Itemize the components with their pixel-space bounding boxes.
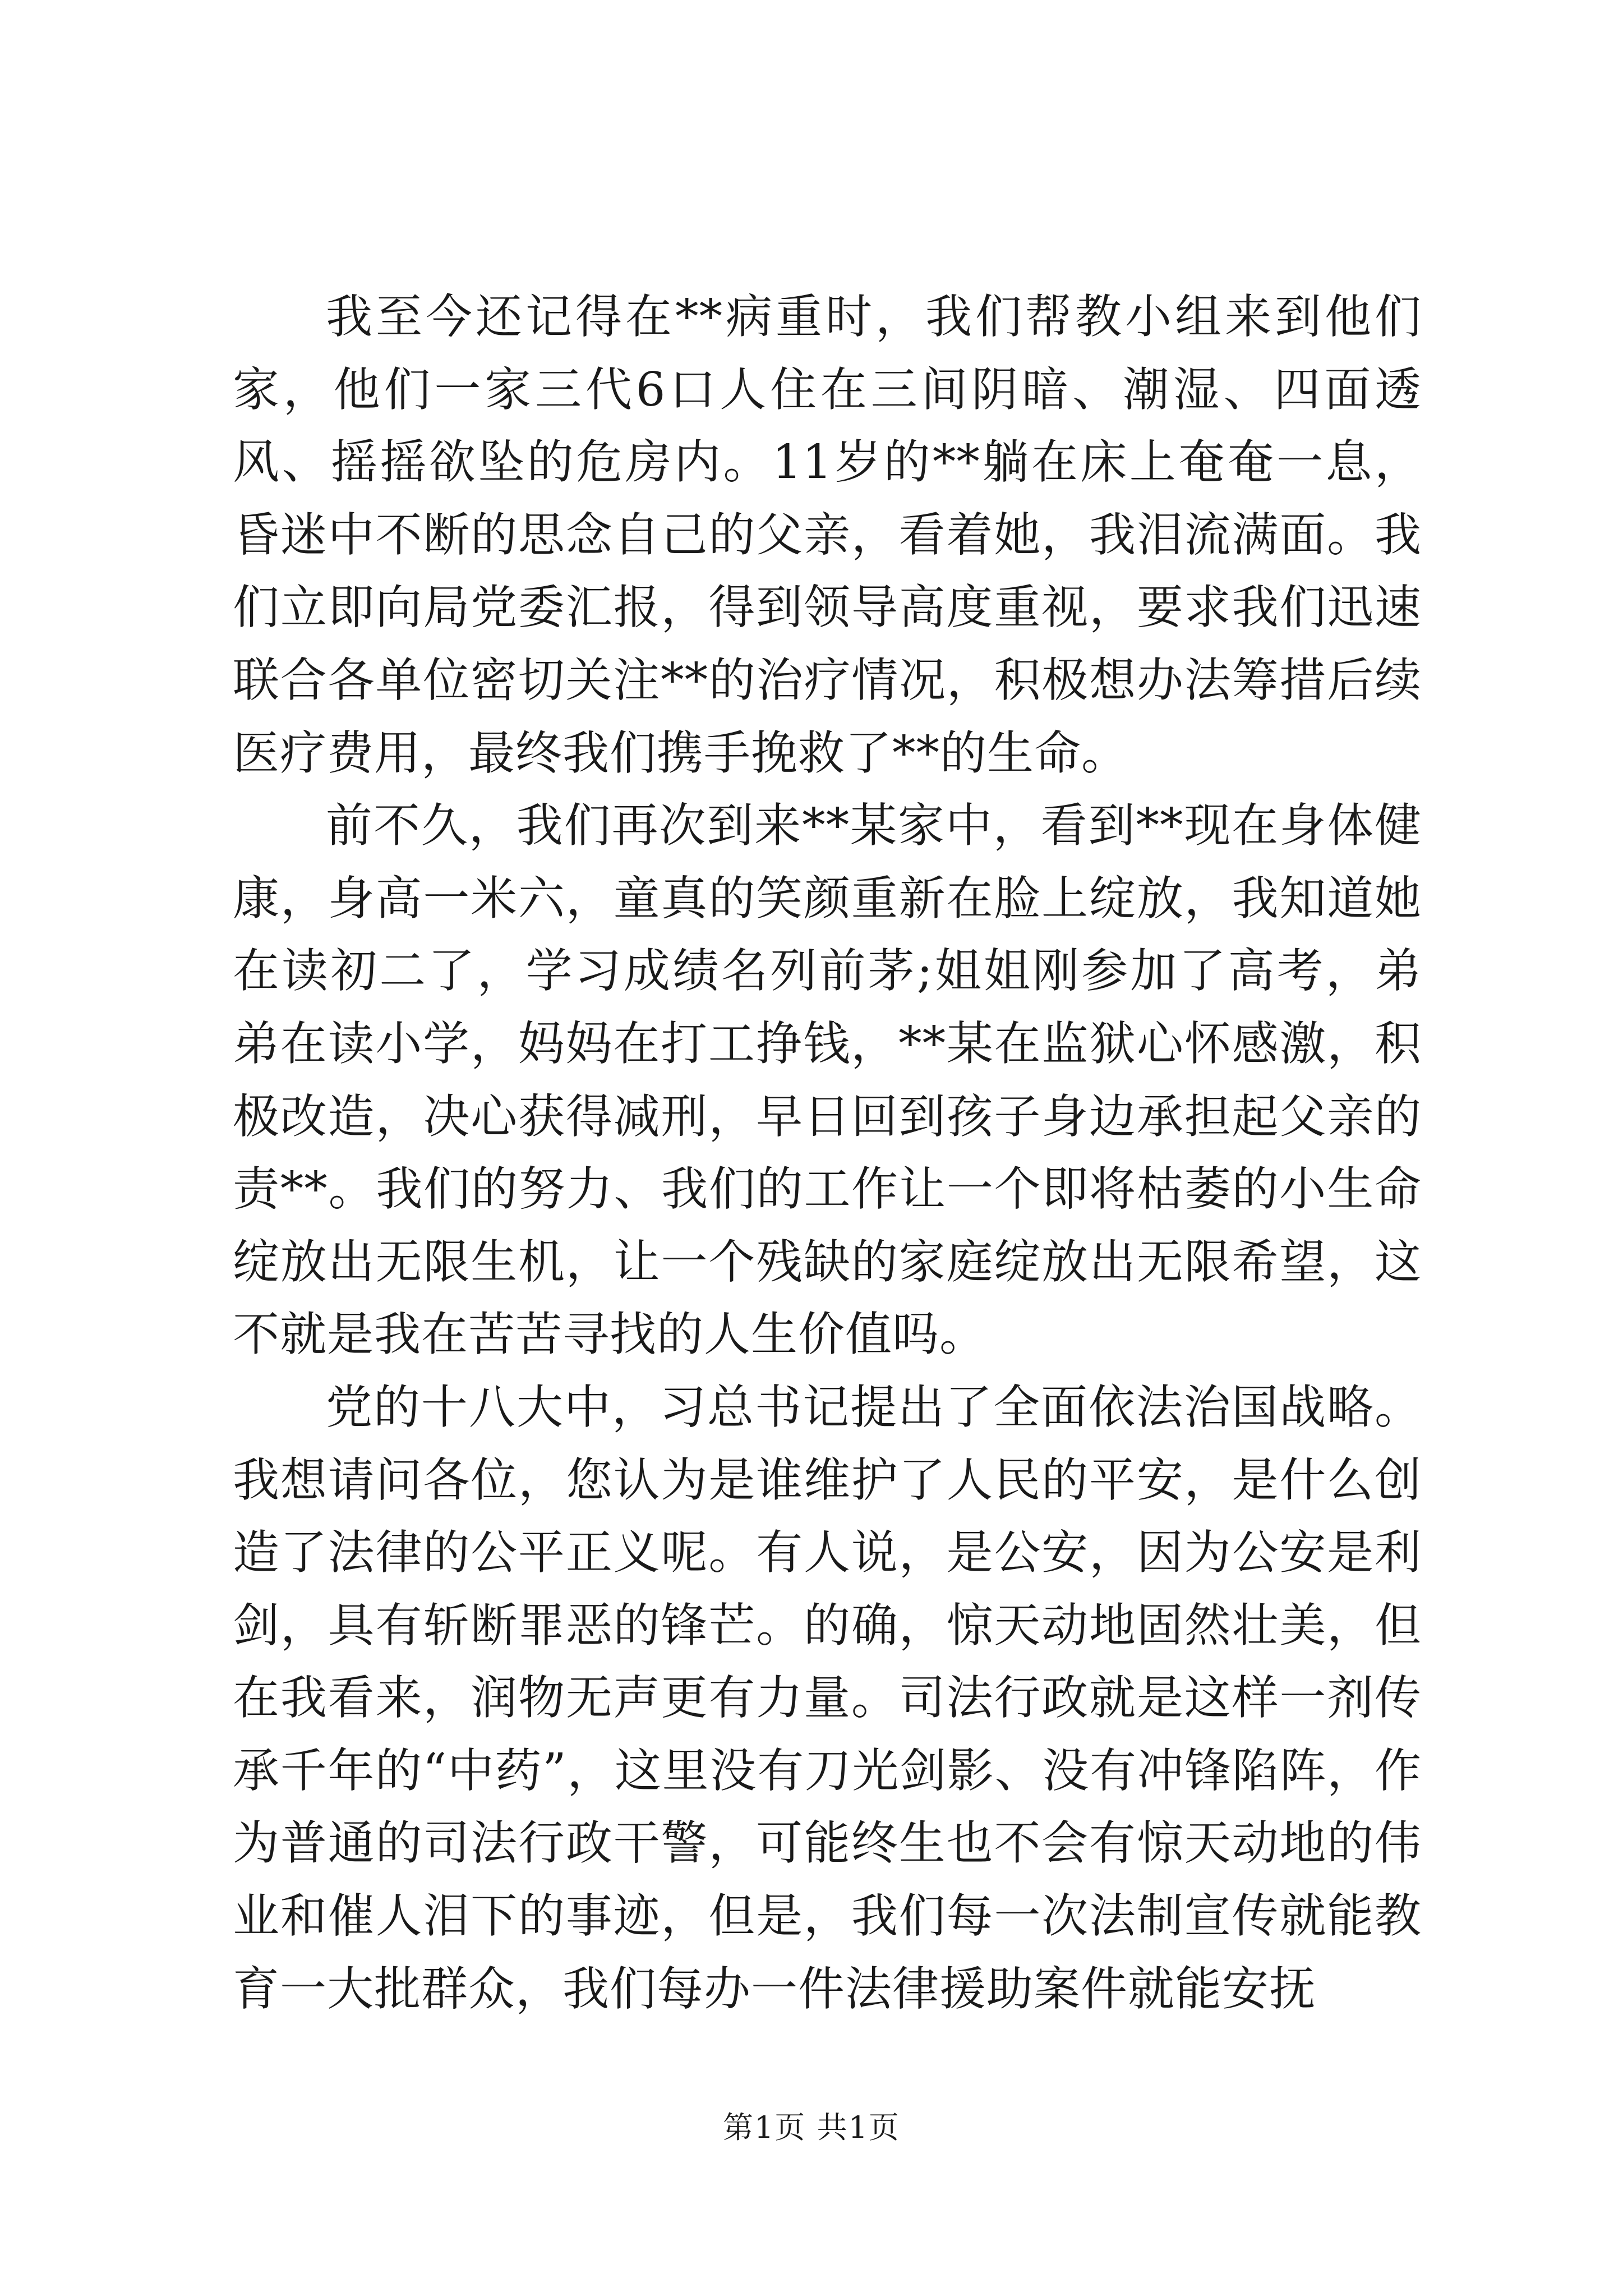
document-body [233,280,1422,2025]
paragraph: 前不久，我们再次到来**某家中，看到**现在身体健康，身高一米六，童真的笑颜重新在脸上绽放，我知道她在读初二了，学习成绩名列前茅;姐姐刚参加了高考，弟弟在读小学，妈妈在打工挣钱，**某在监狱心怀感激，积极改造，决心获得减刑，早日回到孩子身边承担起父亲的责**。我们的努力、我们的工作让一个即将枯萎的小生命绽放出无限生机，让一个残缺的家庭绽放出无限希望，这不就是我在苦苦寻找的人生价值吗。 [233,798,1422,1362]
paragraph: 党的十八大中，习总书记提出了全面依法治国战略。我想请问各位，您认为是谁维护了人民的平安，是什么创造了法律的公平正义呢。有人说，是公安，因为公安是利剑，具有斩断罪恶的锋芒。的确，惊天动地固然壮美，但在我看来，润物无声更有力量。司法行政就是这样一剂传承千年的“中药”，这里没有刀光剑影、没有冲锋陷阵，作为普通的司法行政干警，可能终生也不会有惊天动地的伟业和催人泪下的事迹，但是，我们每一次法制宣传就能教育一大批群众，我们每办一件法律援助案件就能安抚 [233,1379,1422,2016]
page-footer: 第1页 共1页 [723,2110,900,2145]
paragraph: 我至今还记得在**病重时，我们帮教小组来到他们家，他们一家三代6口人住在三间阴暗、潮湿、四面透风、摇摇欲坠的危房内。11岁的**躺在床上奄奄一息，昏迷中不断的思念自己的父亲，看着她，我泪流满面。我们立即向局党委汇报，得到领导高度重视，要求我们迅速联合各单位密切关注**的治疗情况，积极想办法筹措后续医疗费用，最终我们携手挽救了**的生命。 [233,289,1422,780]
